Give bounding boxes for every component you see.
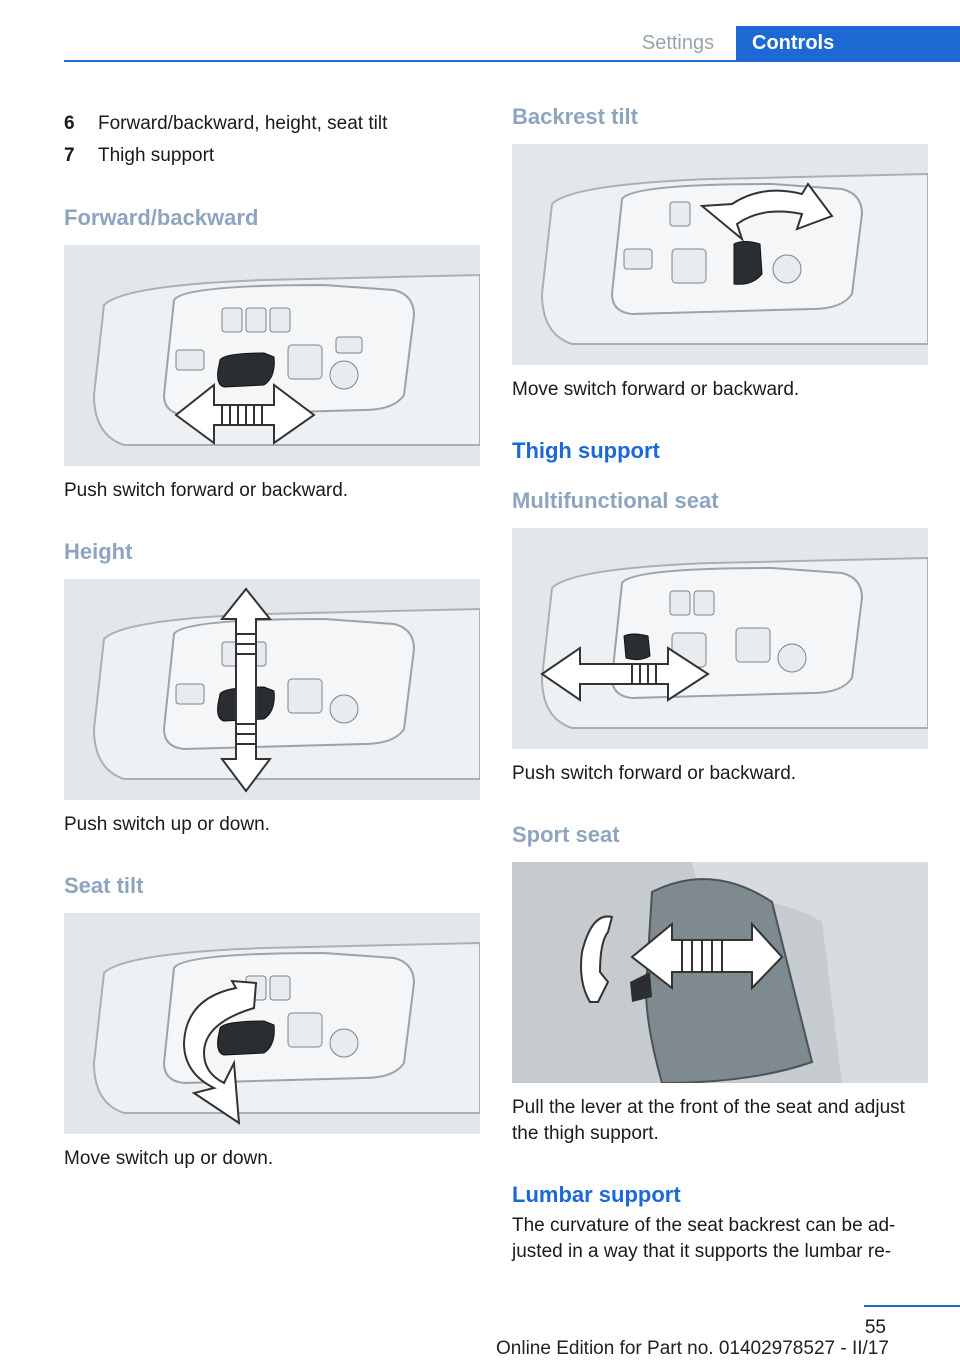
forward-backward-caption: Push switch forward or backward. (64, 480, 349, 501)
edition-footer: Online Edition for Part no. 01402978527 - II/17 (496, 1338, 889, 1359)
list-item-text: Thigh support (98, 145, 215, 166)
height-heading: Height (64, 539, 133, 564)
list-item-text: Forward/backward, height, seat tilt (98, 113, 388, 134)
sport-seat-caption-line: the thigh support. (512, 1123, 659, 1144)
backrest-tilt-illustration (512, 144, 928, 365)
backrest-tilt-heading: Backrest tilt (512, 104, 638, 129)
seat-tilt-illustration (64, 913, 480, 1134)
seat-tilt-heading: Seat tilt (64, 873, 144, 898)
lumbar-support-text-line: justed in a way that it supports the lumbar re- (512, 1241, 892, 1262)
list-item-number: 6 (64, 113, 75, 134)
list-item-number: 7 (64, 145, 75, 166)
sport-seat-caption-line: Pull the lever at the front of the seat and adjust (512, 1097, 905, 1118)
multifunctional-seat-illustration (512, 528, 928, 749)
sport-seat-illustration (512, 862, 928, 1083)
list-item (64, 113, 387, 135)
section-tab: Settings (641, 32, 715, 54)
page-number: 55 (864, 1317, 886, 1338)
thigh-support-heading: Thigh support (512, 438, 660, 463)
forward-backward-illustration (64, 245, 480, 466)
footer-rule (864, 1305, 960, 1307)
multifunctional-seat-caption: Push switch forward or backward. (512, 763, 797, 784)
seat-tilt-caption: Move switch up or down. (64, 1148, 274, 1169)
height-illustration (64, 579, 480, 800)
chapter-tab: Controls (736, 26, 960, 60)
list-item (64, 145, 214, 167)
lumbar-support-heading: Lumbar support (512, 1182, 681, 1207)
sport-seat-heading: Sport seat (512, 822, 620, 847)
multifunctional-seat-heading: Multifunctional seat (512, 488, 719, 513)
header-rule (64, 60, 960, 62)
backrest-tilt-caption: Move switch forward or backward. (512, 379, 800, 400)
lumbar-support-text-line: The curvature of the seat backrest can be ad- (512, 1215, 896, 1236)
forward-backward-heading: Forward/backward (64, 205, 259, 230)
height-caption: Push switch up or down. (64, 814, 270, 835)
